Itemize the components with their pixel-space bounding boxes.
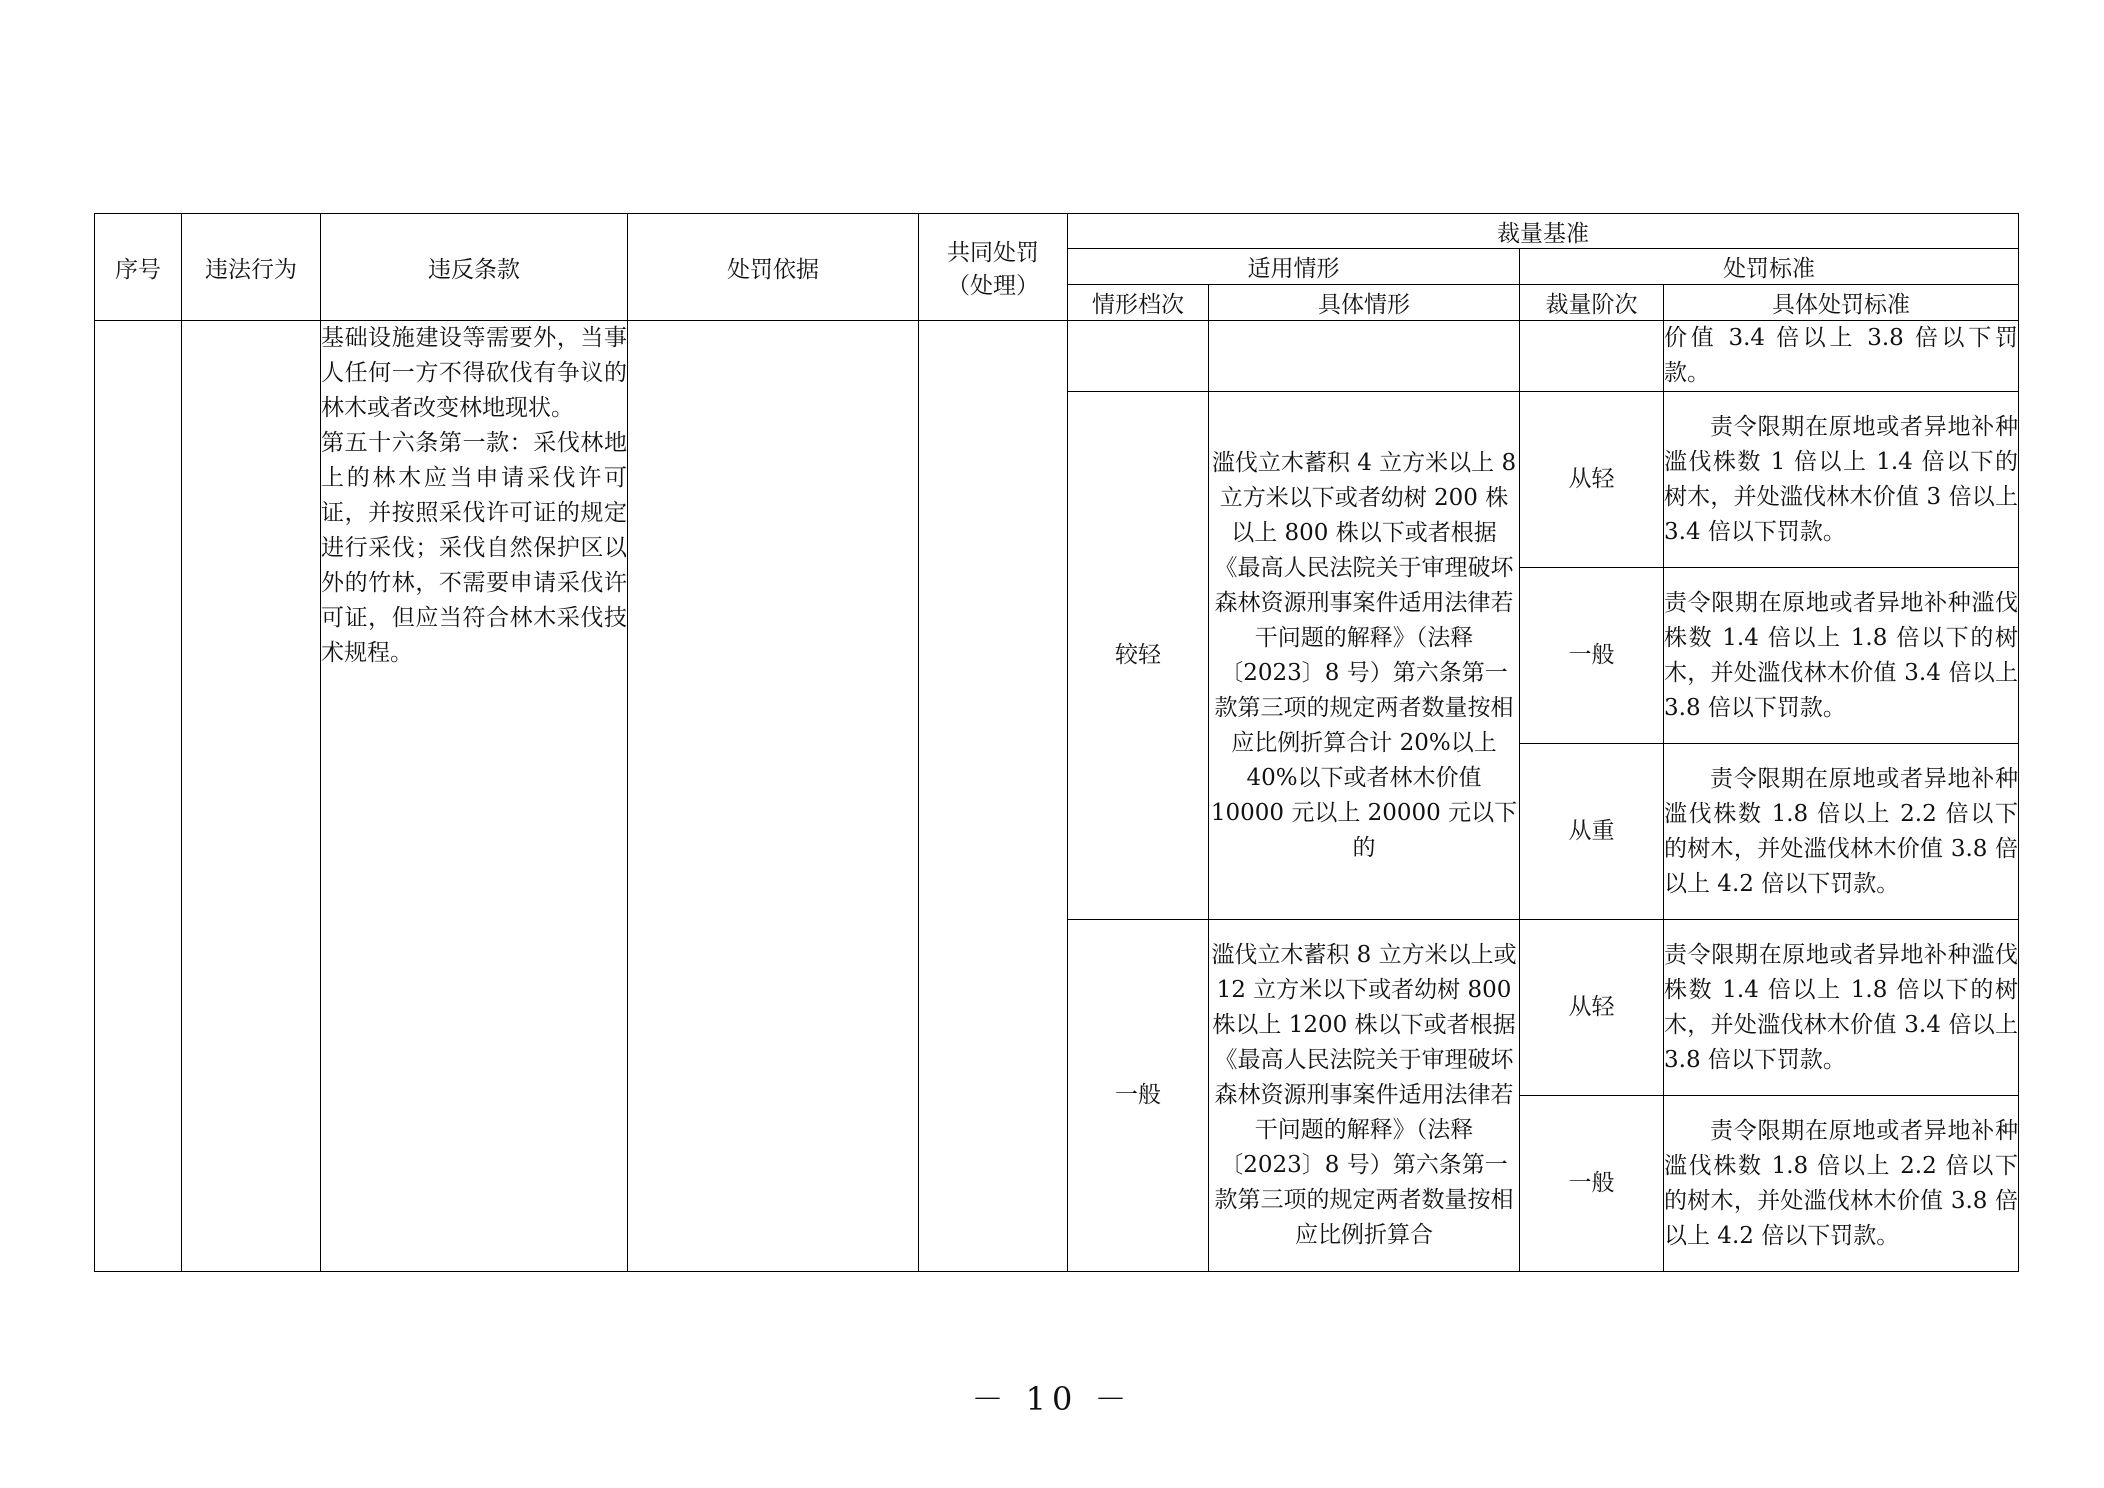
header-violation: 违法行为 bbox=[182, 214, 321, 321]
page-number: － 10 － bbox=[971, 1380, 1133, 1418]
standard-cell: 责令限期在原地或者异地补种滥伐株数 1.4 倍以上 1.8 倍以下的树木，并处滥伐林木价值 3.4 倍以上 3.8 倍以下罚款。 bbox=[1664, 920, 2019, 1096]
standard-cell: 责令限期在原地或者异地补种滥伐株数 1.4 倍以上 1.8 倍以下的树木，并处滥伐林木价值 3.4 倍以上 3.8 倍以下罚款。 bbox=[1664, 568, 2019, 744]
standard-cell: 价值 3.4 倍以上 3.8 倍以下罚款。 bbox=[1664, 321, 2019, 392]
header-joint-line2: （处理） bbox=[947, 273, 1039, 299]
header-joint-line1: 共同处罚 bbox=[947, 240, 1039, 266]
header-step: 裁量阶次 bbox=[1520, 285, 1664, 321]
step-cell: 一般 bbox=[1520, 568, 1664, 744]
header-discretion: 裁量基准 bbox=[1068, 214, 2019, 249]
standard-cell: 责令限期在原地或者异地补种滥伐株数 1.8 倍以上 2.2 倍以下的树木，并处滥伐林木价值 3.8 倍以上 4.2 倍以下罚款。 bbox=[1664, 744, 2019, 920]
provision-cell bbox=[321, 321, 628, 1272]
header-row-1 bbox=[95, 214, 2019, 249]
step-cell: 一般 bbox=[1520, 1096, 1664, 1272]
discretion-table bbox=[94, 213, 2019, 1272]
header-applicable: 适用情形 bbox=[1068, 249, 1520, 285]
step-cell-empty bbox=[1520, 321, 1664, 392]
situation-cell: 滥伐立木蓄积 8 立方米以上或 12 立方米以下或者幼树 800 株以上 1200 株以下或者根据《最高人民法院关于审理破坏森林资源刑事案件适用法律若干问题的解释》（法释〔2023〕8 号）第六条第一款第三项的规定两者数量按相应比例折算合 bbox=[1209, 920, 1520, 1272]
table-row bbox=[95, 321, 2019, 392]
situation-cell: 滥伐立木蓄积 4 立方米以上 8 立方米以下或者幼树 200 株以上 800 株以下或者根据《最高人民法院关于审理破坏森林资源刑事案件适用法律若干问题的解释》（法释〔2023〕8 号）第六条第一款第三项的规定两者数量按相应比例折算合计 20%以上 40%以下或者林木价值 10000 元以上 20000 元以下的 bbox=[1209, 392, 1520, 920]
situation-cell-empty bbox=[1209, 321, 1520, 392]
level-cell: 较轻 bbox=[1068, 392, 1209, 920]
provision-para-2: 第五十六条第一款：采伐林地上的林木应当申请采伐许可证，并按照采伐许可证的规定进行采伐；采伐自然保护区以外的竹林，不需要申请采伐许可证，但应当符合林木采伐技术规程。 bbox=[321, 430, 627, 666]
violation-cell bbox=[182, 321, 321, 1272]
basis-cell bbox=[628, 321, 919, 1272]
header-basis: 处罚依据 bbox=[628, 214, 919, 321]
header-situation: 具体情形 bbox=[1209, 285, 1520, 321]
provision-para-1: 基础设施建设等需要外，当事人任何一方不得砍伐有争议的林木或者改变林地现状。 bbox=[321, 325, 627, 421]
index-cell bbox=[95, 321, 182, 1272]
header-level: 情形档次 bbox=[1068, 285, 1209, 321]
header-provision: 违反条款 bbox=[321, 214, 628, 321]
level-cell: 一般 bbox=[1068, 920, 1209, 1272]
header-specific: 具体处罚标准 bbox=[1664, 285, 2019, 321]
standard-cell: 责令限期在原地或者异地补种滥伐株数 1.8 倍以上 2.2 倍以下的树木，并处滥伐林木价值 3.8 倍以上 4.2 倍以下罚款。 bbox=[1664, 1096, 2019, 1272]
header-index: 序号 bbox=[95, 214, 182, 321]
level-cell-empty bbox=[1068, 321, 1209, 392]
header-joint-penalty bbox=[919, 214, 1068, 321]
step-cell: 从轻 bbox=[1520, 920, 1664, 1096]
header-standard: 处罚标准 bbox=[1520, 249, 2019, 285]
step-cell: 从重 bbox=[1520, 744, 1664, 920]
joint-penalty-cell bbox=[919, 321, 1068, 1272]
step-cell: 从轻 bbox=[1520, 392, 1664, 568]
standard-cell: 责令限期在原地或者异地补种滥伐株数 1 倍以上 1.4 倍以下的树木，并处滥伐林木价值 3 倍以上 3.4 倍以下罚款。 bbox=[1664, 392, 2019, 568]
